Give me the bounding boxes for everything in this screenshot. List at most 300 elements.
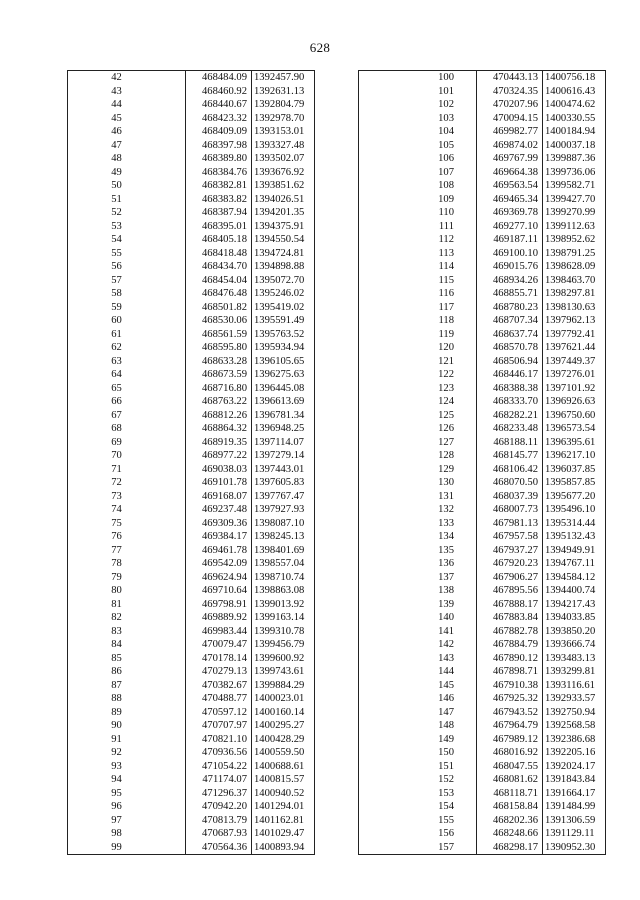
page-number: 628 bbox=[309, 40, 331, 55]
table-row bbox=[68, 314, 315, 328]
point-number-cell: 110 bbox=[359, 206, 477, 220]
y-coordinate-cell: 1392631.13 bbox=[252, 85, 315, 99]
table-row bbox=[68, 395, 315, 409]
y-coordinate-cell: 1396613.69 bbox=[252, 395, 315, 409]
x-coordinate-cell: 470936.56 bbox=[186, 746, 252, 760]
table-row bbox=[359, 476, 606, 490]
x-coordinate-cell: 468409.09 bbox=[186, 125, 252, 139]
point-number-cell: 58 bbox=[68, 287, 186, 301]
point-number-cell: 107 bbox=[359, 166, 477, 180]
table-row bbox=[68, 193, 315, 207]
x-coordinate-cell: 469983.44 bbox=[186, 625, 252, 639]
table-row bbox=[68, 341, 315, 355]
point-number-cell: 104 bbox=[359, 125, 477, 139]
table-row bbox=[359, 368, 606, 382]
point-number-cell: 145 bbox=[359, 679, 477, 693]
point-number-cell: 99 bbox=[68, 841, 186, 855]
y-coordinate-cell: 1396105.65 bbox=[252, 355, 315, 369]
point-number-cell: 156 bbox=[359, 827, 477, 841]
y-coordinate-cell: 1398791.25 bbox=[543, 247, 606, 261]
x-coordinate-cell: 468440.67 bbox=[186, 98, 252, 112]
point-number-cell: 47 bbox=[68, 139, 186, 153]
point-number-cell: 150 bbox=[359, 746, 477, 760]
y-coordinate-cell: 1393676.92 bbox=[252, 166, 315, 180]
y-coordinate-cell: 1399310.78 bbox=[252, 625, 315, 639]
point-number-cell: 147 bbox=[359, 706, 477, 720]
x-coordinate-cell: 468460.92 bbox=[186, 85, 252, 99]
y-coordinate-cell: 1394949.91 bbox=[543, 544, 606, 558]
point-number-cell: 79 bbox=[68, 571, 186, 585]
x-coordinate-cell: 467883.84 bbox=[477, 611, 543, 625]
y-coordinate-cell: 1399582.71 bbox=[543, 179, 606, 193]
y-coordinate-cell: 1400330.55 bbox=[543, 112, 606, 126]
y-coordinate-cell: 1401162.81 bbox=[252, 814, 315, 828]
table-row bbox=[68, 382, 315, 396]
x-coordinate-cell: 470443.13 bbox=[477, 71, 543, 85]
table-row bbox=[359, 625, 606, 639]
y-coordinate-cell: 1397449.37 bbox=[543, 355, 606, 369]
y-coordinate-cell: 1395677.20 bbox=[543, 490, 606, 504]
table-row bbox=[359, 638, 606, 652]
table-row bbox=[359, 71, 606, 85]
y-coordinate-cell: 1399884.29 bbox=[252, 679, 315, 693]
x-coordinate-cell: 469767.99 bbox=[477, 152, 543, 166]
point-number-cell: 70 bbox=[68, 449, 186, 463]
table-row bbox=[68, 436, 315, 450]
x-coordinate-cell: 471054.22 bbox=[186, 760, 252, 774]
y-coordinate-cell: 1398130.63 bbox=[543, 301, 606, 315]
y-coordinate-cell: 1394201.35 bbox=[252, 206, 315, 220]
point-number-cell: 43 bbox=[68, 85, 186, 99]
point-number-cell: 66 bbox=[68, 395, 186, 409]
x-coordinate-cell: 468202.36 bbox=[477, 814, 543, 828]
table-row bbox=[359, 490, 606, 504]
point-number-cell: 122 bbox=[359, 368, 477, 382]
y-coordinate-cell: 1400893.94 bbox=[252, 841, 315, 855]
y-coordinate-cell: 1399270.99 bbox=[543, 206, 606, 220]
table-row bbox=[68, 652, 315, 666]
x-coordinate-cell: 467957.58 bbox=[477, 530, 543, 544]
y-coordinate-cell: 1399456.79 bbox=[252, 638, 315, 652]
y-coordinate-cell: 1397962.13 bbox=[543, 314, 606, 328]
point-number-cell: 125 bbox=[359, 409, 477, 423]
table-row bbox=[68, 814, 315, 828]
x-coordinate-cell: 467906.27 bbox=[477, 571, 543, 585]
table-row bbox=[359, 584, 606, 598]
table-row bbox=[359, 746, 606, 760]
point-number-cell: 69 bbox=[68, 436, 186, 450]
x-coordinate-cell: 469710.64 bbox=[186, 584, 252, 598]
point-number-cell: 112 bbox=[359, 233, 477, 247]
x-coordinate-cell: 470094.15 bbox=[477, 112, 543, 126]
table-row bbox=[68, 598, 315, 612]
table-row bbox=[359, 166, 606, 180]
y-coordinate-cell: 1396781.34 bbox=[252, 409, 315, 423]
table-row bbox=[68, 800, 315, 814]
point-number-cell: 137 bbox=[359, 571, 477, 585]
table-row bbox=[68, 301, 315, 315]
table-row bbox=[359, 139, 606, 153]
y-coordinate-cell: 1400815.57 bbox=[252, 773, 315, 787]
x-coordinate-cell: 470178.14 bbox=[186, 652, 252, 666]
point-number-cell: 114 bbox=[359, 260, 477, 274]
point-number-cell: 142 bbox=[359, 638, 477, 652]
point-number-cell: 86 bbox=[68, 665, 186, 679]
point-number-cell: 56 bbox=[68, 260, 186, 274]
point-number-cell: 53 bbox=[68, 220, 186, 234]
y-coordinate-cell: 1400037.18 bbox=[543, 139, 606, 153]
point-number-cell: 62 bbox=[68, 341, 186, 355]
x-coordinate-cell: 468561.59 bbox=[186, 328, 252, 342]
x-coordinate-cell: 467884.79 bbox=[477, 638, 543, 652]
table-row bbox=[68, 112, 315, 126]
y-coordinate-cell: 1398863.08 bbox=[252, 584, 315, 598]
x-coordinate-cell: 470942.20 bbox=[186, 800, 252, 814]
point-number-cell: 63 bbox=[68, 355, 186, 369]
x-coordinate-cell: 468763.22 bbox=[186, 395, 252, 409]
table-row bbox=[68, 98, 315, 112]
y-coordinate-cell: 1395496.10 bbox=[543, 503, 606, 517]
table-row bbox=[68, 274, 315, 288]
table-row bbox=[68, 463, 315, 477]
point-number-cell: 52 bbox=[68, 206, 186, 220]
table-row bbox=[359, 611, 606, 625]
point-number-cell: 109 bbox=[359, 193, 477, 207]
point-number-cell: 64 bbox=[68, 368, 186, 382]
point-number-cell: 96 bbox=[68, 800, 186, 814]
point-number-cell: 144 bbox=[359, 665, 477, 679]
table-row bbox=[68, 611, 315, 625]
x-coordinate-cell: 468047.55 bbox=[477, 760, 543, 774]
x-coordinate-cell: 470597.12 bbox=[186, 706, 252, 720]
table-row bbox=[359, 125, 606, 139]
point-number-cell: 95 bbox=[68, 787, 186, 801]
x-coordinate-cell: 469664.38 bbox=[477, 166, 543, 180]
y-coordinate-cell: 1398463.70 bbox=[543, 274, 606, 288]
x-coordinate-cell: 468934.26 bbox=[477, 274, 543, 288]
x-coordinate-cell: 468384.76 bbox=[186, 166, 252, 180]
point-number-cell: 121 bbox=[359, 355, 477, 369]
point-number-cell: 85 bbox=[68, 652, 186, 666]
x-coordinate-cell: 469465.34 bbox=[477, 193, 543, 207]
y-coordinate-cell: 1395591.49 bbox=[252, 314, 315, 328]
point-number-cell: 151 bbox=[359, 760, 477, 774]
table-row bbox=[359, 220, 606, 234]
x-coordinate-cell: 469038.03 bbox=[186, 463, 252, 477]
table-row bbox=[359, 449, 606, 463]
point-number-cell: 46 bbox=[68, 125, 186, 139]
x-coordinate-cell: 469101.78 bbox=[186, 476, 252, 490]
y-coordinate-cell: 1392386.68 bbox=[543, 733, 606, 747]
y-coordinate-cell: 1395857.85 bbox=[543, 476, 606, 490]
y-coordinate-cell: 1392804.79 bbox=[252, 98, 315, 112]
table-row bbox=[359, 98, 606, 112]
table-row bbox=[68, 841, 315, 855]
x-coordinate-cell: 468633.28 bbox=[186, 355, 252, 369]
x-coordinate-cell: 469542.09 bbox=[186, 557, 252, 571]
x-coordinate-cell: 470813.79 bbox=[186, 814, 252, 828]
table-row bbox=[359, 800, 606, 814]
x-coordinate-cell: 469015.76 bbox=[477, 260, 543, 274]
y-coordinate-cell: 1394033.85 bbox=[543, 611, 606, 625]
y-coordinate-cell: 1396037.85 bbox=[543, 463, 606, 477]
table-row bbox=[68, 422, 315, 436]
y-coordinate-cell: 1394400.74 bbox=[543, 584, 606, 598]
y-coordinate-cell: 1390952.30 bbox=[543, 841, 606, 855]
point-number-cell: 59 bbox=[68, 301, 186, 315]
table-row bbox=[68, 476, 315, 490]
y-coordinate-cell: 1397927.93 bbox=[252, 503, 315, 517]
table-row bbox=[68, 355, 315, 369]
x-coordinate-cell: 468530.06 bbox=[186, 314, 252, 328]
y-coordinate-cell: 1397101.92 bbox=[543, 382, 606, 396]
x-coordinate-cell: 468118.71 bbox=[477, 787, 543, 801]
y-coordinate-cell: 1400940.52 bbox=[252, 787, 315, 801]
table-row bbox=[359, 827, 606, 841]
point-number-cell: 132 bbox=[359, 503, 477, 517]
table-row bbox=[68, 125, 315, 139]
point-number-cell: 113 bbox=[359, 247, 477, 261]
x-coordinate-cell: 467964.79 bbox=[477, 719, 543, 733]
y-coordinate-cell: 1392750.94 bbox=[543, 706, 606, 720]
point-number-cell: 73 bbox=[68, 490, 186, 504]
table-row bbox=[68, 638, 315, 652]
x-coordinate-cell: 468570.78 bbox=[477, 341, 543, 355]
table-row bbox=[359, 814, 606, 828]
y-coordinate-cell: 1394217.43 bbox=[543, 598, 606, 612]
y-coordinate-cell: 1400160.14 bbox=[252, 706, 315, 720]
table-row bbox=[68, 530, 315, 544]
table-row bbox=[359, 355, 606, 369]
y-coordinate-cell: 1399600.92 bbox=[252, 652, 315, 666]
y-coordinate-cell: 1395419.02 bbox=[252, 301, 315, 315]
x-coordinate-cell: 467910.38 bbox=[477, 679, 543, 693]
point-number-cell: 153 bbox=[359, 787, 477, 801]
x-coordinate-cell: 469187.11 bbox=[477, 233, 543, 247]
table-row bbox=[359, 773, 606, 787]
point-number-cell: 105 bbox=[359, 139, 477, 153]
table-row bbox=[68, 760, 315, 774]
point-number-cell: 97 bbox=[68, 814, 186, 828]
y-coordinate-cell: 1399887.36 bbox=[543, 152, 606, 166]
table-row bbox=[68, 625, 315, 639]
x-coordinate-cell: 469563.54 bbox=[477, 179, 543, 193]
x-coordinate-cell: 469889.92 bbox=[186, 611, 252, 625]
x-coordinate-cell: 469624.94 bbox=[186, 571, 252, 585]
point-number-cell: 128 bbox=[359, 449, 477, 463]
x-coordinate-cell: 468707.34 bbox=[477, 314, 543, 328]
table-row bbox=[359, 314, 606, 328]
y-coordinate-cell: 1392568.58 bbox=[543, 719, 606, 733]
point-number-cell: 98 bbox=[68, 827, 186, 841]
x-coordinate-cell: 468434.70 bbox=[186, 260, 252, 274]
table-row bbox=[68, 733, 315, 747]
table-row bbox=[68, 166, 315, 180]
table-row bbox=[359, 85, 606, 99]
x-coordinate-cell: 468070.50 bbox=[477, 476, 543, 490]
x-coordinate-cell: 468637.74 bbox=[477, 328, 543, 342]
point-number-cell: 134 bbox=[359, 530, 477, 544]
x-coordinate-cell: 468446.17 bbox=[477, 368, 543, 382]
point-number-cell: 111 bbox=[359, 220, 477, 234]
x-coordinate-cell: 468081.62 bbox=[477, 773, 543, 787]
x-coordinate-cell: 469100.10 bbox=[477, 247, 543, 261]
x-coordinate-cell: 468812.26 bbox=[186, 409, 252, 423]
x-coordinate-cell: 467888.17 bbox=[477, 598, 543, 612]
y-coordinate-cell: 1396395.61 bbox=[543, 436, 606, 450]
point-number-cell: 152 bbox=[359, 773, 477, 787]
y-coordinate-cell: 1396948.25 bbox=[252, 422, 315, 436]
table-row bbox=[359, 706, 606, 720]
x-coordinate-cell: 468016.92 bbox=[477, 746, 543, 760]
table-row bbox=[68, 692, 315, 706]
table-row bbox=[359, 341, 606, 355]
table-row bbox=[68, 179, 315, 193]
y-coordinate-cell: 1398628.09 bbox=[543, 260, 606, 274]
point-number-cell: 77 bbox=[68, 544, 186, 558]
y-coordinate-cell: 1397767.47 bbox=[252, 490, 315, 504]
y-coordinate-cell: 1394584.12 bbox=[543, 571, 606, 585]
table-row bbox=[68, 503, 315, 517]
y-coordinate-cell: 1394767.11 bbox=[543, 557, 606, 571]
x-coordinate-cell: 470564.36 bbox=[186, 841, 252, 855]
y-coordinate-cell: 1392457.90 bbox=[252, 71, 315, 85]
y-coordinate-cell: 1400428.29 bbox=[252, 733, 315, 747]
point-number-cell: 48 bbox=[68, 152, 186, 166]
point-number-cell: 93 bbox=[68, 760, 186, 774]
table-row bbox=[68, 368, 315, 382]
x-coordinate-cell: 470324.35 bbox=[477, 85, 543, 99]
x-coordinate-cell: 468188.11 bbox=[477, 436, 543, 450]
x-coordinate-cell: 468919.35 bbox=[186, 436, 252, 450]
y-coordinate-cell: 1391843.84 bbox=[543, 773, 606, 787]
table-row bbox=[359, 787, 606, 801]
table-row bbox=[68, 544, 315, 558]
y-coordinate-cell: 1395314.44 bbox=[543, 517, 606, 531]
y-coordinate-cell: 1399427.70 bbox=[543, 193, 606, 207]
y-coordinate-cell: 1401029.47 bbox=[252, 827, 315, 841]
point-number-cell: 71 bbox=[68, 463, 186, 477]
x-coordinate-cell: 469309.36 bbox=[186, 517, 252, 531]
y-coordinate-cell: 1400474.62 bbox=[543, 98, 606, 112]
table-row bbox=[359, 247, 606, 261]
x-coordinate-cell: 468388.38 bbox=[477, 382, 543, 396]
table-row bbox=[359, 301, 606, 315]
x-coordinate-cell: 468501.82 bbox=[186, 301, 252, 315]
y-coordinate-cell: 1393502.07 bbox=[252, 152, 315, 166]
x-coordinate-cell: 468248.66 bbox=[477, 827, 543, 841]
x-coordinate-cell: 468476.48 bbox=[186, 287, 252, 301]
point-number-cell: 60 bbox=[68, 314, 186, 328]
point-number-cell: 103 bbox=[359, 112, 477, 126]
point-number-cell: 50 bbox=[68, 179, 186, 193]
y-coordinate-cell: 1394550.54 bbox=[252, 233, 315, 247]
x-coordinate-cell: 468382.81 bbox=[186, 179, 252, 193]
table-row bbox=[359, 463, 606, 477]
point-number-cell: 141 bbox=[359, 625, 477, 639]
x-coordinate-cell: 469168.07 bbox=[186, 490, 252, 504]
table-row bbox=[68, 584, 315, 598]
point-number-cell: 78 bbox=[68, 557, 186, 571]
point-number-cell: 75 bbox=[68, 517, 186, 531]
x-coordinate-cell: 470821.10 bbox=[186, 733, 252, 747]
x-coordinate-cell: 468387.94 bbox=[186, 206, 252, 220]
y-coordinate-cell: 1394724.81 bbox=[252, 247, 315, 261]
point-number-cell: 108 bbox=[359, 179, 477, 193]
y-coordinate-cell: 1393666.74 bbox=[543, 638, 606, 652]
table-row bbox=[68, 665, 315, 679]
x-coordinate-cell: 468395.01 bbox=[186, 220, 252, 234]
y-coordinate-cell: 1398245.13 bbox=[252, 530, 315, 544]
point-number-cell: 138 bbox=[359, 584, 477, 598]
table-row bbox=[68, 409, 315, 423]
y-coordinate-cell: 1393851.62 bbox=[252, 179, 315, 193]
table-row bbox=[68, 490, 315, 504]
table-row bbox=[359, 652, 606, 666]
x-coordinate-cell: 468383.82 bbox=[186, 193, 252, 207]
x-coordinate-cell: 468007.73 bbox=[477, 503, 543, 517]
y-coordinate-cell: 1400023.01 bbox=[252, 692, 315, 706]
y-coordinate-cell: 1392205.16 bbox=[543, 746, 606, 760]
point-number-cell: 130 bbox=[359, 476, 477, 490]
point-number-cell: 131 bbox=[359, 490, 477, 504]
table-row bbox=[68, 71, 315, 85]
table-row bbox=[68, 206, 315, 220]
point-number-cell: 135 bbox=[359, 544, 477, 558]
point-number-cell: 51 bbox=[68, 193, 186, 207]
table-row bbox=[359, 665, 606, 679]
y-coordinate-cell: 1397114.07 bbox=[252, 436, 315, 450]
point-number-cell: 42 bbox=[68, 71, 186, 85]
y-coordinate-cell: 1396217.10 bbox=[543, 449, 606, 463]
table-row bbox=[359, 382, 606, 396]
x-coordinate-cell: 470279.13 bbox=[186, 665, 252, 679]
y-coordinate-cell: 1392933.57 bbox=[543, 692, 606, 706]
table-row bbox=[68, 287, 315, 301]
y-coordinate-cell: 1400756.18 bbox=[543, 71, 606, 85]
table-row bbox=[68, 449, 315, 463]
table-row bbox=[359, 503, 606, 517]
x-coordinate-cell: 468405.18 bbox=[186, 233, 252, 247]
table-row bbox=[359, 733, 606, 747]
x-coordinate-cell: 468298.17 bbox=[477, 841, 543, 855]
x-coordinate-cell: 467898.71 bbox=[477, 665, 543, 679]
x-coordinate-cell: 468780.23 bbox=[477, 301, 543, 315]
x-coordinate-cell: 468423.32 bbox=[186, 112, 252, 126]
x-coordinate-cell: 468418.48 bbox=[186, 247, 252, 261]
y-coordinate-cell: 1395763.52 bbox=[252, 328, 315, 342]
point-number-cell: 49 bbox=[68, 166, 186, 180]
table-row bbox=[68, 152, 315, 166]
y-coordinate-cell: 1394026.51 bbox=[252, 193, 315, 207]
y-coordinate-cell: 1395246.02 bbox=[252, 287, 315, 301]
table-row bbox=[359, 517, 606, 531]
y-coordinate-cell: 1400616.43 bbox=[543, 85, 606, 99]
table-row bbox=[359, 571, 606, 585]
x-coordinate-cell: 470079.47 bbox=[186, 638, 252, 652]
table-row bbox=[359, 557, 606, 571]
y-coordinate-cell: 1399736.06 bbox=[543, 166, 606, 180]
y-coordinate-cell: 1399013.92 bbox=[252, 598, 315, 612]
point-number-cell: 143 bbox=[359, 652, 477, 666]
table-row bbox=[68, 260, 315, 274]
y-coordinate-cell: 1397621.44 bbox=[543, 341, 606, 355]
table-row bbox=[359, 719, 606, 733]
y-coordinate-cell: 1393153.01 bbox=[252, 125, 315, 139]
point-number-cell: 92 bbox=[68, 746, 186, 760]
x-coordinate-cell: 468855.71 bbox=[477, 287, 543, 301]
y-coordinate-cell: 1397276.01 bbox=[543, 368, 606, 382]
